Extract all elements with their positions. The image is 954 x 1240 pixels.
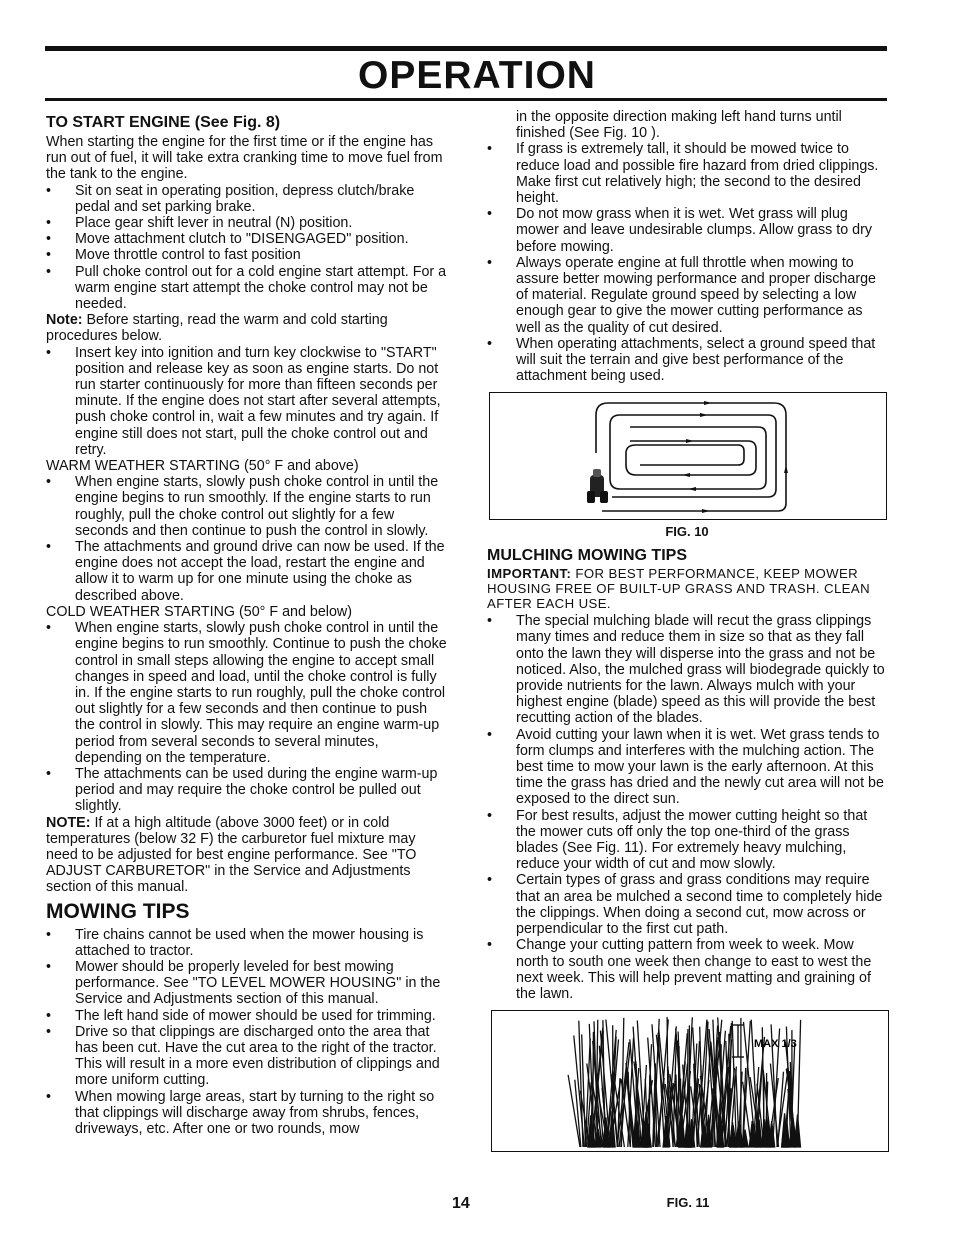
list-item: • Pull choke control out for a cold engine start attempt. For a warm engine start attempt the choke control may not be needed.: [46, 264, 448, 313]
cold-weather-heading: COLD WEATHER STARTING (50° F and below): [46, 603, 353, 620]
mowing-tips-continuation: in the opposite direction making left hand turns until finished (See Fig. 10 ).: [516, 109, 842, 142]
note-text: Before starting, read the warm and cold starting procedures below.: [46, 312, 388, 345]
max-third-label: MAX 1/3: [754, 1038, 797, 1051]
list-item: • The left hand side of mower should be used for trimming.: [46, 1008, 448, 1024]
mulching-heading: MULCHING MOWING TIPS: [487, 547, 687, 565]
grass-base: [795, 1115, 801, 1147]
list-item: • Do not mow grass when it is wet. Wet grass will plug mower and leave undesirable clumps. Allow grass to dry before mowing.: [487, 206, 887, 255]
note-text: If at a high altitude (above 3000 feet) or in cold temperatures (below 32 F) the carburetor fuel mixture may need to be adjusted for best engine performance. See "TO ADJUST CARBURETOR" in the Service and Adjustments section of this manual.: [46, 814, 417, 896]
mowing-tips-list-continued: [487, 141, 887, 384]
title-underline: [45, 98, 887, 101]
list-item: • When mowing large areas, start by turning to the right so that clippings will discharge away from shrubs, fences, driveways, etc. After one or two rounds, mow: [46, 1089, 448, 1138]
top-rule: [45, 46, 887, 51]
list-item: • Insert key into ignition and turn key clockwise to "START" position and release key as soon as engine starts. Do not run starter continuously for more than fifteen seconds per minute. If the engine does not start after several attempts, push choke control in, wait a few minutes and try again. If engine still does not start, pull the choke control out and retry.: [46, 345, 448, 458]
list-item: • Place gear shift lever in neutral (N) position.: [46, 215, 448, 231]
list-item: • The attachments can be used during the engine warm-up period and may require the choke control be pulled out slightly.: [46, 766, 448, 815]
mulching-tips-list: [487, 613, 887, 1002]
list-item: • If grass is extremely tall, it should be mowed twice to reduce load and possible fire hazard from dried clippings. Make first cut relatively high; the second to the desired height.: [487, 141, 887, 206]
figure-10-mowing-pattern: [489, 392, 887, 520]
list-item: • Mower should be properly leveled for best mowing performance. See "TO LEVEL MOWER HOUSING" in the Service and Adjustments section of this manual.: [46, 959, 448, 1008]
list-item: • Move attachment clutch to "DISENGAGED" position.: [46, 231, 448, 247]
important-label: IMPORTANT:: [487, 566, 572, 582]
tractor-icon: [587, 469, 608, 503]
mowing-tips-list: [46, 927, 448, 1138]
figure-11-caption: FIG. 11: [666, 1195, 710, 1210]
list-item: • When engine starts, slowly push choke control in until the engine begins to run smoothly. If the engine starts to run roughly, pull the choke control out slightly for a few seconds and then continue to push the control in slowly.: [46, 474, 448, 539]
list-item: • For best results, adjust the mower cutting height so that the mower cuts off only the top one-third of the grass blades (See Fig. 11). For extremely heavy mulching, reduce your width of cut and mow slowly.: [487, 808, 887, 873]
warm-weather-heading: WARM WEATHER STARTING (50° F and above): [46, 458, 359, 475]
figure-11-grass-height: [491, 1010, 889, 1152]
list-item: • Tire chains cannot be used when the mower housing is attached to tractor.: [46, 927, 448, 959]
list-item: • Avoid cutting your lawn when it is wet. Wet grass tends to form clumps and interferes with the mulching action. The best time to mow your lawn is the early afternoon. At this time the grass has dried and the newly cut area will not be exposed to the direct sun.: [487, 727, 887, 808]
altitude-note: [46, 815, 448, 896]
mowing-tips-heading: MOWING TIPS: [46, 899, 190, 923]
grass-illustration: [492, 1011, 888, 1151]
list-item: • When operating attachments, select a ground speed that will suit the terrain and give best performance of the attachment being used.: [487, 336, 887, 385]
start-engine-heading: TO START ENGINE (See Fig. 8): [46, 114, 281, 131]
note-label: Note:: [46, 312, 83, 329]
list-item: • Move throttle control to fast position: [46, 247, 448, 263]
figure-10-caption: FIG. 10: [665, 524, 709, 540]
list-item: • The attachments and ground drive can now be used. If the engine does not accept the load, restart the engine and allow it to warm up for one minute using the choke as described above.: [46, 539, 448, 604]
right-column: [487, 109, 887, 1152]
list-item: • Change your cutting pattern from week to week. Mow north to south one week then change to east to west the next week. This will help prevent matting and graining of the lawn.: [487, 937, 887, 1002]
list-item: • Certain types of grass and grass conditions may require that an area be mulched a second time to completely hide the clippings. When doing a second cut, mow across or perpendicular to the first cut path.: [487, 872, 887, 937]
page-title: OPERATION: [358, 54, 596, 97]
list-item: • The special mulching blade will recut the grass clippings many times and reduce them in size so that as they fall onto the lawn they will disperse into the grass and not be noticed. Also, the mulched grass will biodegrade quickly to provide nutrients for the lawn. Always mulch with your highest engine (blade) speed as this will provide the best recutting action of the blades.: [487, 613, 887, 726]
list-item: • Drive so that clippings are discharged onto the area that has been cut. Have the cut area to the right of the tractor. This will result in a more even distribution of clippings and more uniform cutting.: [46, 1024, 448, 1089]
list-item: • Always operate engine at full throttle when mowing to assure better mowing performance and proper discharge of material. Regulate ground speed by selecting a low enough gear to give the mower cutting performance as well as the quality of cut desired.: [487, 255, 887, 336]
mowing-pattern-diagram: [490, 393, 886, 519]
start-engine-steps: [46, 183, 448, 313]
left-column: [46, 113, 448, 1137]
list-item: • When engine starts, slowly push choke control in until the engine begins to run smoothly. Continue to push the choke control in small steps allowing the engine to accept small changes in speed and load, until the choke control is fully in. If the engine starts to run roughly, pull the choke control out slightly for a few seconds and then continue to push the control in slowly. This may require an engine warm-up period from several seconds to several minutes, depending on the temperature.: [46, 620, 448, 766]
page-number: 14: [452, 1195, 470, 1212]
start-note: [46, 312, 448, 344]
important-text: FOR BEST PERFORMANCE, KEEP MOWER HOUSING FREE OF BUILT-UP GRASS AND TRASH. CLEAN AFTER EACH USE.: [487, 566, 870, 611]
start-engine-intro: When starting the engine for the first time or if the engine has run out of fuel, it will take extra cranking time to move fuel from the tank to the engine.: [46, 134, 443, 183]
list-item: • Sit on seat in operating position, depress clutch/brake pedal and set parking brake.: [46, 183, 448, 215]
note-label: NOTE:: [46, 814, 91, 831]
mulching-important: [487, 567, 887, 611]
